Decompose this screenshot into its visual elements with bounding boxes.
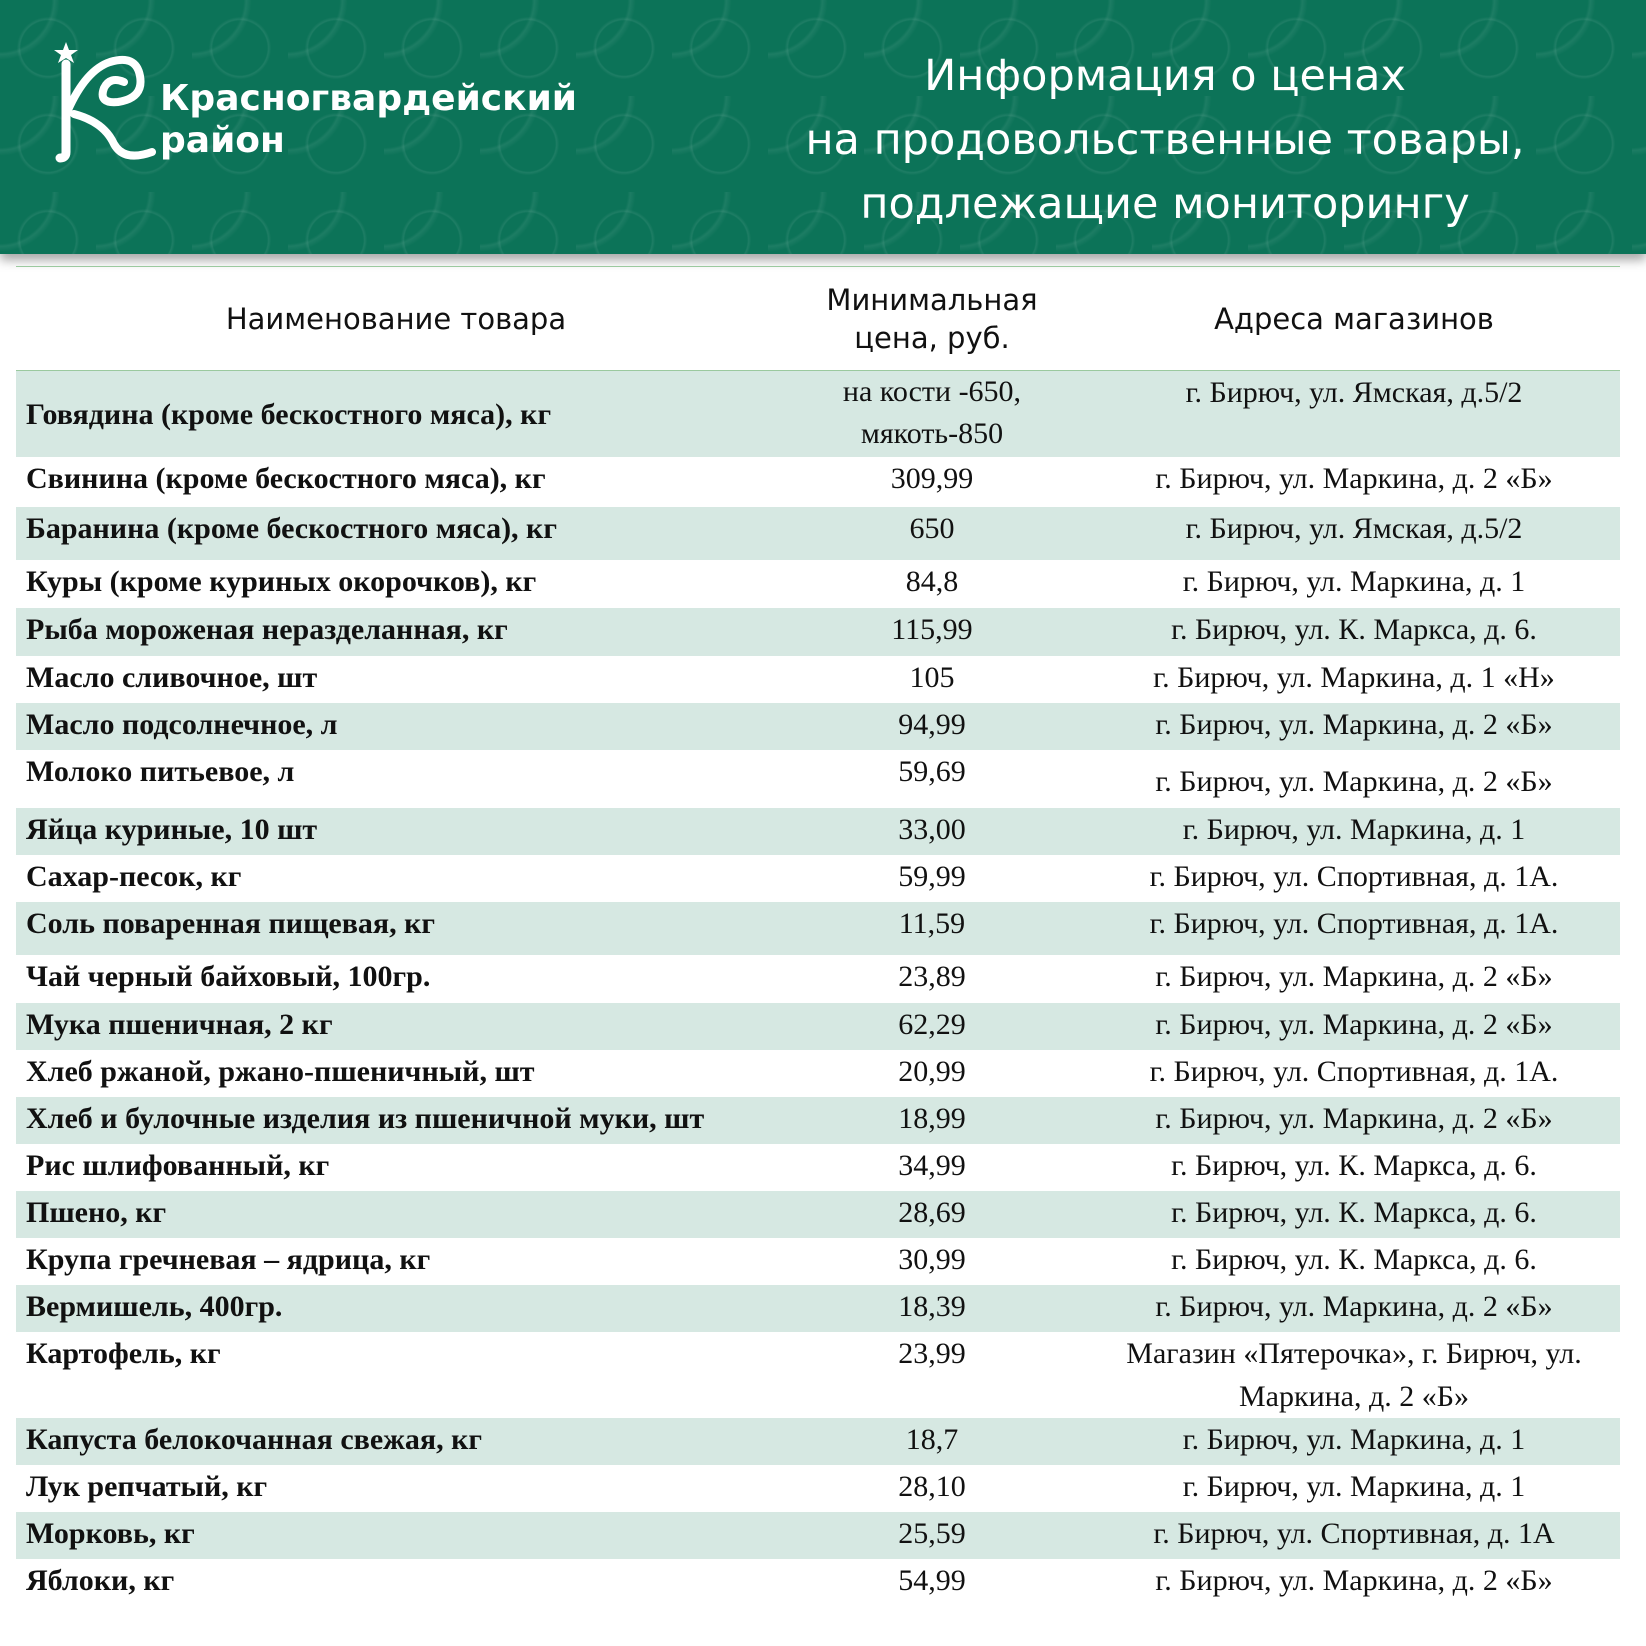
table-row bbox=[16, 1559, 1620, 1603]
min-price-cell: 62,29 bbox=[776, 1003, 1088, 1050]
store-address-cell: г. Бирюч, ул. Маркина, д. 2 «Б» bbox=[1088, 1285, 1620, 1332]
store-address-cell: г. Бирюч, ул. Маркина, д. 2 «Б» bbox=[1088, 703, 1620, 750]
table-row bbox=[16, 1003, 1620, 1050]
table-row bbox=[16, 1191, 1620, 1238]
min-price-cell: 115,99 bbox=[776, 608, 1088, 656]
product-name-cell: Капуста белокочанная свежая, кг bbox=[16, 1418, 776, 1465]
table-row bbox=[16, 507, 1620, 560]
column-header-address: Адреса магазинов bbox=[1214, 302, 1494, 336]
store-address-cell: г. Бирюч, ул. Маркина, д. 2 «Б» bbox=[1155, 462, 1553, 495]
table-row bbox=[16, 808, 1620, 855]
table-row bbox=[16, 855, 1620, 902]
store-address-cell: г. Бирюч, ул. К. Маркса, д. 6. bbox=[1088, 1191, 1620, 1238]
column-header-price bbox=[776, 268, 1088, 370]
product-name-cell: Баранина (кроме бескостного мяса), кг bbox=[16, 507, 776, 560]
min-price-cell: 11,59 bbox=[776, 902, 1088, 955]
min-price-cell: 18,39 bbox=[776, 1285, 1088, 1332]
product-name-cell: Яйца куриные, 10 шт bbox=[16, 808, 776, 855]
table-row bbox=[16, 1465, 1620, 1512]
table-row bbox=[16, 457, 1620, 507]
column-header-name: Наименование товара bbox=[225, 302, 567, 336]
store-address-cell: г. Бирюч, ул. Маркина, д. 1 «Н» bbox=[1153, 661, 1555, 694]
store-address-cell: г. Бирюч, ул. Спортивная, д. 1А bbox=[1088, 1512, 1620, 1559]
store-address-cell: г. Бирюч, ул. Маркина, д. 2 «Б» bbox=[1155, 1564, 1553, 1597]
page-title-line2: на продовольственные товары, bbox=[805, 115, 1525, 165]
district-name bbox=[160, 78, 577, 162]
store-address-cell: г. Бирюч, ул. Ямская, д.5/2 bbox=[1088, 507, 1620, 560]
page-title-line3: подлежащие мониторингу bbox=[860, 179, 1470, 229]
district-name-line1: Красногвардейский bbox=[160, 78, 578, 119]
product-name-cell: Хлеб ржаной, ржано-пшеничный, шт bbox=[26, 1055, 535, 1088]
store-address-cell: г. Бирюч, ул. Ямская, д.5/2 bbox=[1088, 371, 1620, 457]
min-price-cell: 54,99 bbox=[898, 1564, 966, 1597]
min-price-cell: 18,7 bbox=[776, 1418, 1088, 1465]
product-name-cell: Куры (кроме куриных окорочков), кг bbox=[26, 565, 537, 598]
product-name-cell: Хлеб и булочные изделия из пшеничной муки, шт bbox=[16, 1097, 776, 1144]
table-row bbox=[16, 371, 1620, 457]
column-header-price-line1: Минимальная bbox=[826, 283, 1038, 317]
min-price-cell: 309,99 bbox=[890, 462, 974, 495]
district-logo-icon bbox=[52, 40, 162, 168]
product-name-cell: Крупа гречневая – ядрица, кг bbox=[26, 1243, 431, 1276]
table-row bbox=[16, 656, 1620, 703]
product-name-cell: Говядина (кроме бескостного мяса), кг bbox=[16, 371, 776, 457]
min-price-cell: 94,99 bbox=[776, 703, 1088, 750]
product-name-cell: Картофель, кг bbox=[26, 1337, 221, 1370]
product-name-cell: Чай черный байховый, 100гр. bbox=[26, 960, 431, 993]
min-price-cell: 59,99 bbox=[898, 860, 966, 893]
product-name-cell: Вермишель, 400гр. bbox=[16, 1285, 776, 1332]
min-price-cell: 59,69 bbox=[898, 755, 966, 788]
product-name-cell: Рыба мороженая неразделанная, кг bbox=[16, 608, 776, 656]
store-address-cell: г. Бирюч, ул. Маркина, д. 1 bbox=[1182, 565, 1526, 598]
table-row bbox=[16, 560, 1620, 608]
store-address-cell: г. Бирюч, ул. К. Маркса, д. 6. bbox=[1088, 608, 1620, 656]
product-name-cell: Лук репчатый, кг bbox=[26, 1470, 268, 1503]
product-name-cell: Свинина (кроме бескостного мяса), кг bbox=[26, 462, 546, 495]
page-title bbox=[760, 44, 1570, 236]
store-address-cell: г. Бирюч, ул. К. Маркса, д. 6. bbox=[1171, 1149, 1537, 1182]
product-name-cell: Соль поваренная пищевая, кг bbox=[16, 902, 776, 955]
store-address-cell: г. Бирюч, ул. Маркина, д. 1 bbox=[1088, 808, 1620, 855]
table-row bbox=[16, 1418, 1620, 1465]
product-name-cell: Масло сливочное, шт bbox=[26, 661, 318, 694]
store-address-cell: г. Бирюч, ул. Спортивная, д. 1А. bbox=[1149, 860, 1559, 893]
product-name-cell: Яблоки, кг bbox=[26, 1564, 175, 1597]
table-row bbox=[16, 902, 1620, 955]
min-price-cell: 23,89 bbox=[898, 960, 966, 993]
product-name-cell: Рис шлифованный, кг bbox=[26, 1149, 330, 1182]
table-header bbox=[16, 268, 1620, 372]
min-price-cell: 20,99 bbox=[898, 1055, 966, 1088]
product-name-cell: Молоко питьевое, л bbox=[26, 755, 295, 788]
min-price-cell: 34,99 bbox=[898, 1149, 966, 1182]
table-row bbox=[16, 703, 1620, 750]
page-title-line1: Информация о ценах bbox=[924, 51, 1406, 101]
table-row bbox=[16, 1285, 1620, 1332]
district-name-line2: район bbox=[160, 120, 285, 161]
table-row bbox=[16, 1144, 1620, 1191]
product-name-cell: Мука пшеничная, 2 кг bbox=[16, 1003, 776, 1050]
store-address-cell: г. Бирюч, ул. Маркина, д. 2 «Б» bbox=[1155, 960, 1553, 993]
store-address-cell: г. Бирюч, ул. Маркина, д. 2 «Б» bbox=[1088, 1003, 1620, 1050]
product-name-cell: Пшено, кг bbox=[16, 1191, 776, 1238]
table-row bbox=[16, 955, 1620, 1003]
store-address-cell: г. Бирюч, ул. Спортивная, д. 1А. bbox=[1088, 902, 1620, 955]
store-address-cell: г. Бирюч, ул. Спортивная, д. 1А. bbox=[1149, 1055, 1559, 1088]
table-row bbox=[16, 1332, 1620, 1418]
min-price-cell: 30,99 bbox=[898, 1243, 966, 1276]
store-address-cell: г. Бирюч, ул. Маркина, д. 1 bbox=[1182, 1470, 1526, 1503]
min-price-cell: 650 bbox=[776, 507, 1088, 560]
store-address-cell: г. Бирюч, ул. К. Маркса, д. 6. bbox=[1171, 1243, 1537, 1276]
store-address-cell: г. Бирюч, ул. Маркина, д. 1 bbox=[1088, 1418, 1620, 1465]
min-price-cell: 28,10 bbox=[898, 1470, 966, 1503]
table-row bbox=[16, 1050, 1620, 1097]
table-row bbox=[16, 1512, 1620, 1559]
min-price-cell: 18,99 bbox=[776, 1097, 1088, 1144]
product-name-cell: Масло подсолнечное, л bbox=[16, 703, 776, 750]
store-address-cell: г. Бирюч, ул. Маркина, д. 2 «Б» bbox=[1088, 1097, 1620, 1144]
min-price-cell: 33,00 bbox=[776, 808, 1088, 855]
min-price-cell: 23,99 bbox=[898, 1337, 966, 1370]
table-row bbox=[16, 608, 1620, 656]
table-row bbox=[16, 750, 1620, 808]
product-name-cell: Сахар-песок, кг bbox=[26, 860, 242, 893]
table-row bbox=[16, 1238, 1620, 1285]
header-banner bbox=[0, 0, 1646, 254]
product-name-cell: Морковь, кг bbox=[16, 1512, 776, 1559]
table-row bbox=[16, 1097, 1620, 1144]
store-address-cell: г. Бирюч, ул. Маркина, д. 2 «Б» bbox=[1155, 765, 1553, 798]
column-header-price-line2: цена, руб. bbox=[854, 321, 1010, 355]
min-price-cell: на кости -650, мякоть-850 bbox=[776, 371, 1088, 457]
min-price-cell: 28,69 bbox=[776, 1191, 1088, 1238]
store-address-cell: Магазин «Пятерочка», г. Бирюч, ул. Маркина, д. 2 «Б» bbox=[1126, 1337, 1582, 1413]
price-table bbox=[16, 371, 1620, 1603]
min-price-cell: 84,8 bbox=[905, 565, 959, 598]
header-divider bbox=[16, 266, 1620, 267]
min-price-cell: 25,59 bbox=[776, 1512, 1088, 1559]
min-price-cell: 105 bbox=[909, 661, 955, 694]
